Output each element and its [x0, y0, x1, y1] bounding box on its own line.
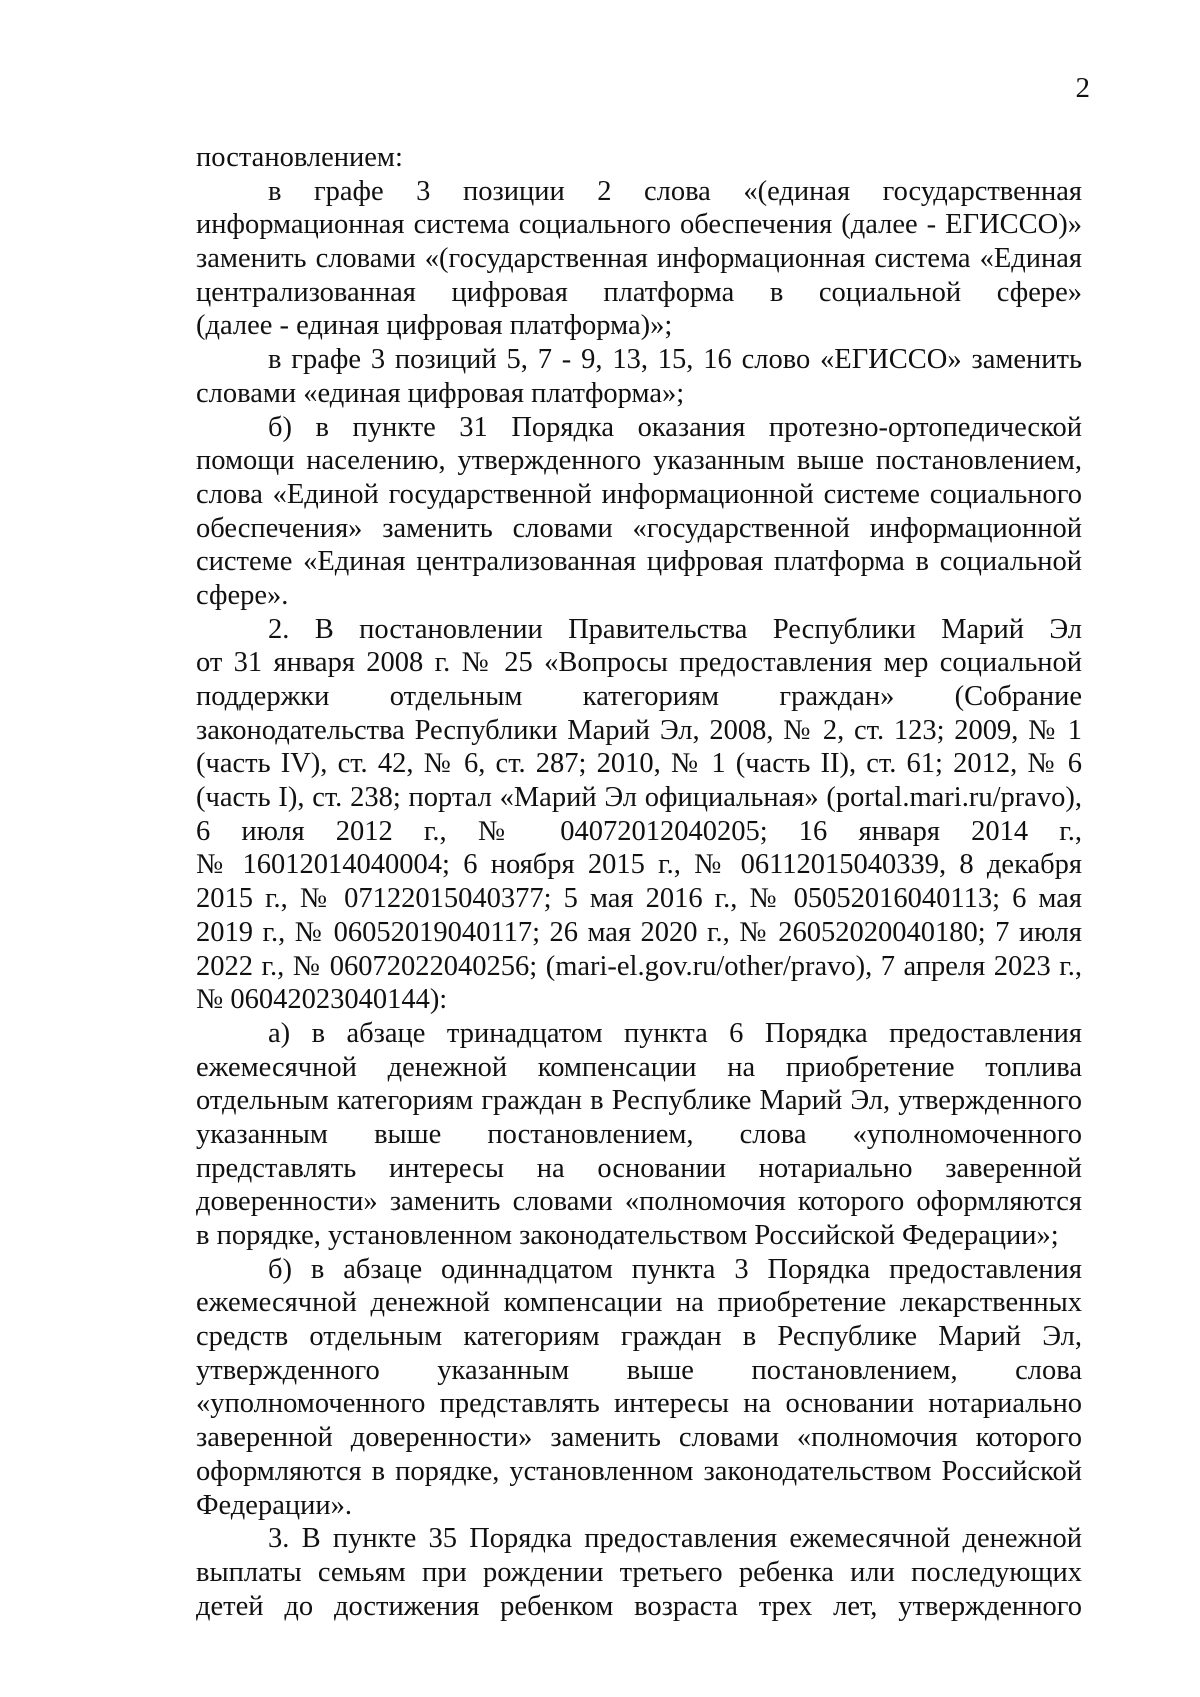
text-line: в графе 3 позиции 2 слова «(единая государственная — [268, 175, 1082, 207]
text-line: помощи населению, утвержденного указанным выше постановлением, — [196, 445, 1082, 477]
text-line: постановлением: — [196, 142, 403, 173]
text-line: в графе 3 позиций 5, 7 - 9, 13, 15, 16 слово «ЕГИССО» заменить — [268, 344, 1082, 376]
text-line: № 16012014040004; 6 ноября 2015 г., № 06112015040339, 8 декабря — [196, 849, 1082, 881]
text-line: № 06042023040144): — [196, 984, 448, 1016]
text-line: 2022 г., № 06072022040256; (mari-el.gov.ru/other/pravo), 7 апреля 2023 г., — [196, 950, 1082, 982]
text-line: отдельным категориям граждан в Республике Марий Эл, утвержденного — [196, 1085, 1082, 1117]
text-line: 2015 г., № 07122015040377; 5 мая 2016 г., № 05052016040113; 6 мая — [196, 883, 1082, 915]
text-line: (далее - единая цифровая платформа)»; — [196, 310, 673, 342]
text-line: утвержденного указанным выше постановлением, слова — [196, 1354, 1082, 1386]
text-line: представлять интересы на основании нотариально заверенной — [196, 1152, 1082, 1184]
text-line: законодательства Республики Марий Эл, 2008, № 2, ст. 123; 2009, № 1 — [196, 714, 1082, 746]
text-line: 2019 г., № 06052019040117; 26 мая 2020 г., № 26052020040180; 7 июля — [196, 916, 1082, 948]
text-line: сфере». — [196, 579, 289, 611]
text-line: 3. В пункте 35 Порядка предоставления ежемесячной денежной — [268, 1523, 1082, 1555]
text-line: словами «единая цифровая платформа»; — [196, 377, 685, 409]
text-line: доверенности» заменить словами «полномочия которого оформляются — [196, 1186, 1082, 1218]
text-line: б) в пункте 31 Порядка оказания протезно-ортопедической — [268, 411, 1082, 443]
text-line: 6 июля 2012 г., № 04072012040205; 16 января 2014 г., — [196, 815, 1082, 847]
text-line: поддержки отдельным категориям граждан» (Собрание — [196, 681, 1082, 712]
text-line: ежемесячной денежной компенсации на приобретение лекарственных — [196, 1287, 1082, 1319]
text-line: системе «Единая централизованная цифровая платформа в социальной — [196, 546, 1082, 578]
text-line: от 31 января 2008 г. № 25 «Вопросы предоставления мер социальной — [196, 647, 1082, 679]
text-line: (часть I), ст. 238; портал «Марий Эл официальная» (portal.mari.ru/pravo), — [196, 782, 1082, 814]
text-line: слова «Единой государственной информационной системе социального — [196, 478, 1082, 510]
text-line: а) в абзаце тринадцатом пункта 6 Порядка предоставления — [268, 1017, 1082, 1049]
text-line: ежемесячной денежной компенсации на приобретение топлива — [196, 1051, 1082, 1083]
text-line: централизованная цифровая платформа в социальной сфере» — [196, 276, 1082, 308]
text-line: оформляются в порядке, установленном законодательством Российской — [196, 1455, 1082, 1487]
text-line: средств отдельным категориям граждан в Республике Марий Эл, — [196, 1321, 1082, 1353]
text-line: указанным выше постановлением, слова «уполномоченного — [196, 1118, 1082, 1150]
text-line: «уполномоченного представлять интересы на основании нотариально — [196, 1388, 1082, 1420]
text-line: обеспечения» заменить словами «государственной информационной — [196, 512, 1082, 544]
text-line: заверенной доверенности» заменить словами «полномочия которого — [196, 1422, 1082, 1454]
text-line: выплаты семьям при рождении третьего ребенка или последующих — [196, 1556, 1082, 1588]
text-line: информационная система социального обеспечения (далее - ЕГИССО)» — [196, 209, 1082, 241]
text-line: 2. В постановлении Правительства Республики Марий Эл — [268, 613, 1082, 645]
text-line: детей до достижения ребенком возраста трех лет, утвержденного — [196, 1590, 1082, 1622]
document-body — [196, 141, 1082, 1623]
page-number: 2 — [1075, 72, 1090, 104]
text-line: заменить словами «(государственная информационная система «Единая — [196, 243, 1082, 275]
text-line: Федерации». — [196, 1489, 352, 1521]
text-line: в порядке, установленном законодательством Российской Федерации»; — [196, 1220, 1059, 1251]
text-line: б) в абзаце одиннадцатом пункта 3 Порядка предоставления — [268, 1253, 1082, 1285]
text-line: (часть IV), ст. 42, № 6, ст. 287; 2010, № 1 (часть II), ст. 61; 2012, № 6 — [196, 748, 1082, 780]
